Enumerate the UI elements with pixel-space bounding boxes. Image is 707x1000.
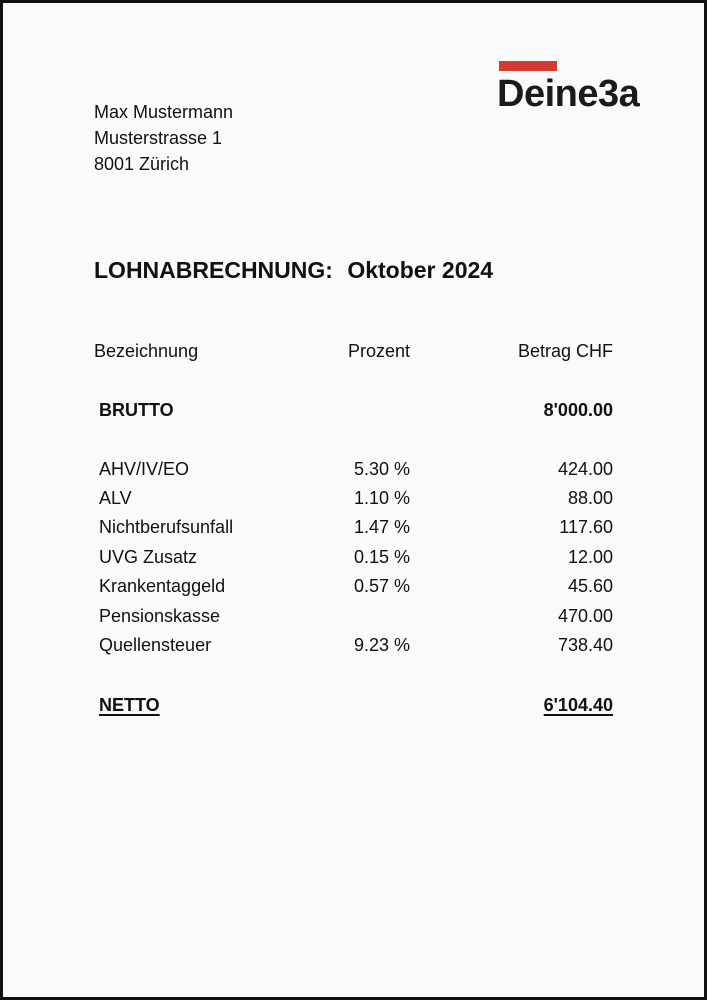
deduction-amount: 45.60 [567,576,613,596]
deduction-amount: 117.60 [559,517,613,537]
table-row [3,545,707,569]
deduction-percent: 1.10 % [353,488,410,508]
deduction-label: UVG Zusatz [99,547,198,567]
net-row [3,693,707,717]
recipient-name: Max Mustermann [94,102,234,122]
deduction-percent: 1.47 % [353,517,410,537]
header-amount: Betrag CHF [517,341,613,361]
header-name: Bezeichnung [94,341,199,361]
table-row [3,574,707,598]
logo-text: Deine3a [497,73,640,115]
net-amount: 6'104.40 [543,695,613,715]
deduction-amount: 738.40 [557,635,613,655]
deduction-label: Krankentaggeld [99,576,226,596]
deduction-percent: 0.15 % [353,547,410,567]
recipient-address [94,99,233,177]
table-header [3,339,707,363]
deduction-amount: 424.00 [557,459,613,479]
document-title [94,257,493,284]
deduction-label: AHV/IV/EO [99,459,190,479]
table-row [3,604,707,628]
title-label: LOHNABRECHNUNG: [94,257,333,283]
deduction-percent: 0.57 % [353,576,410,596]
deduction-label: Pensionskasse [99,606,221,626]
gross-label: BRUTTO [99,400,174,420]
deduction-amount: 88.00 [567,488,613,508]
table-row [3,633,707,657]
header-percent: Prozent [347,341,410,361]
logo-accent-bar [499,61,557,71]
deduction-amount: 470.00 [557,606,613,626]
deduction-percent: 9.23 % [353,635,410,655]
recipient-city: 8001 Zürich [94,154,190,174]
title-period: Oktober 2024 [347,257,494,283]
deduction-label: Nichtberufsunfall [99,517,234,537]
table-row [3,486,707,510]
deduction-amount: 12.00 [567,547,613,567]
table-row [3,457,707,481]
gross-amount: 8'000.00 [543,400,613,420]
gross-row [3,398,707,422]
recipient-street: Musterstrasse 1 [94,128,223,148]
deduction-label: ALV [99,488,132,508]
net-label: NETTO [99,695,160,715]
deduction-label: Quellensteuer [99,635,212,655]
table-row [3,515,707,539]
deduction-percent: 5.30 % [353,459,410,479]
